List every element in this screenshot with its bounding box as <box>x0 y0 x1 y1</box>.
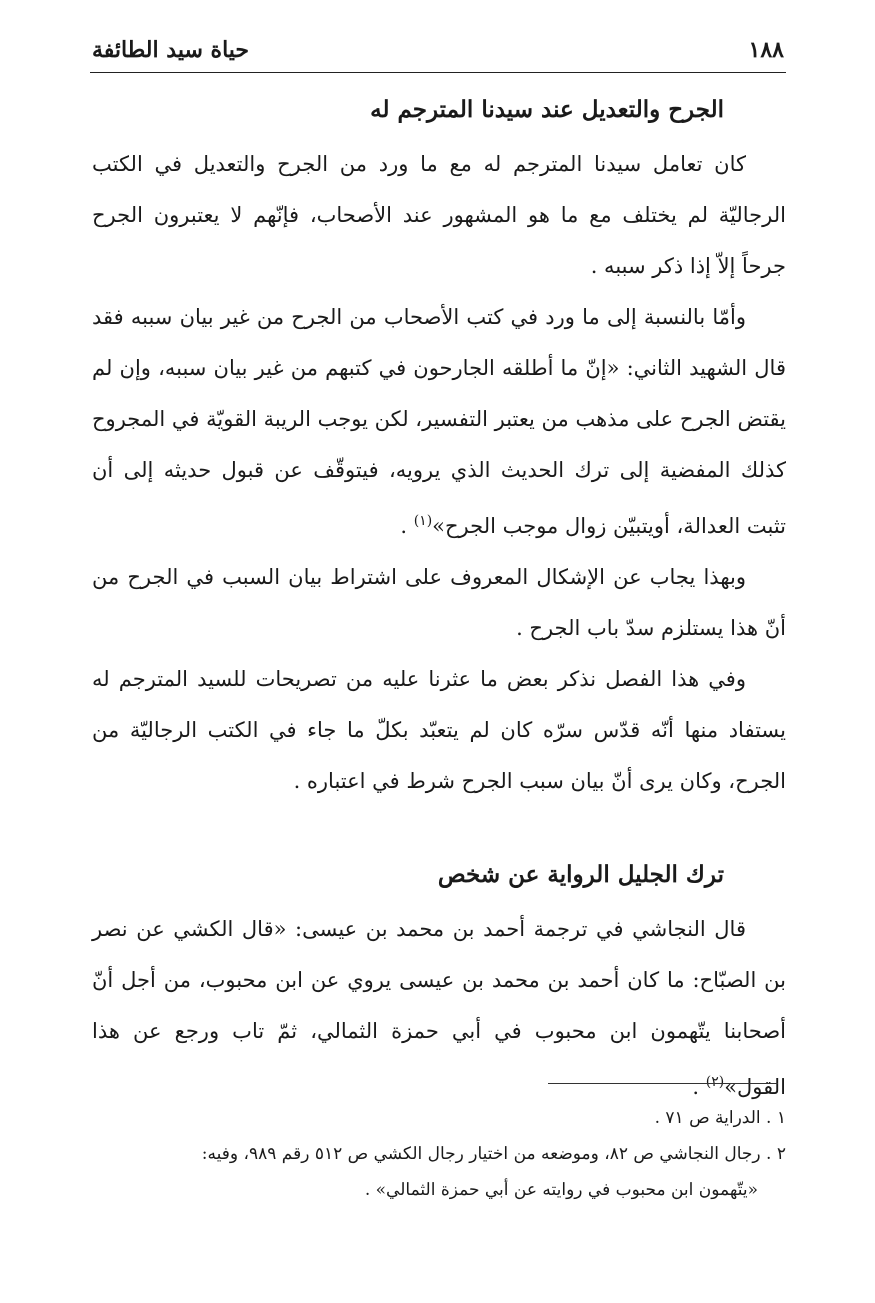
paragraph-with-footnote-ref <box>92 904 786 1113</box>
paragraph: وبهذا يجاب عن الإشكال المعروف على اشتراط بيان السبب في الجرح من أنّ هذا يستلزم سدّ باب الجرح . <box>92 564 786 640</box>
paragraph-with-footnote-ref <box>92 292 786 552</box>
page-header <box>92 30 784 70</box>
spacer <box>92 894 786 904</box>
footnote-ref-1[interactable]: (١) <box>413 512 433 529</box>
page-number: ١٨٨ <box>748 37 784 63</box>
footnote-1: ١ . الدراية ص ٧١ . <box>654 1108 786 1128</box>
paragraph-text: وأمّا بالنسبة إلى ما ورد في كتب الأصحاب من الجرح من غير بيان سببه فقد قال الشهيد الثاني: «إنّ ما أطلقه الجارحون في كتبهم من غير بيان سببه، وإن لم يقتض الجرح على مذهب من يعتبر التفسير، لكن يوجب الريبة القويّة في المجروح كذلك المفضية إلى ترك الحديث الذي يرويه، فيتوقّف عن قبول حديثه إلى أن تثبت العدالة، أويتبيّن زوال موجب الجرح» <box>92 304 786 538</box>
footnote-2: ٢ . رجال النجاشي ص ٨٢، وموضعه من اختيار رجال الكشي ص ٥١٢ رقم ٩٨٩، وفيه: <box>201 1144 786 1164</box>
paragraph-end: . <box>692 1074 706 1099</box>
running-title: حياة سيد الطائفة <box>92 37 250 63</box>
footnote-2-continued: «يتّهمون ابن محبوب في روايته عن أبي حمزة الثمالي» . <box>364 1180 758 1200</box>
section-heading-jarh-tadil: الجرح والتعديل عند سيدنا المترجم له <box>370 96 724 123</box>
section-heading-tark-riwaya: ترك الجليل الرواية عن شخص <box>437 860 724 888</box>
paragraph: وفي هذا الفصل نذكر بعض ما عثرنا عليه من تصريحات للسيد المترجم له يستفاد منها أنّه قدّس سرّه كان لم يتعبّد بكلّ ما جاء في الكتب الرجاليّة من الجرح، وكان يرى أنّ بيان سبب الجرح شرط في اعتباره . <box>92 666 786 793</box>
paragraph-text: قال النجاشي في ترجمة أحمد بن محمد بن عيسى: «قال الكشي عن نصر بن الصبّاح: ما كان أحمد بن محمد بن عيسى يروي عن ابن محبوب، من أجل أنّ أصحابنا يتّهمون ابن محبوب في أبي حمزة الثمالي، ثمّ تاب ورجع عن هذا القول» <box>92 916 786 1099</box>
paragraph: كان تعامل سيدنا المترجم له مع ما ورد من الجرح والتعديل في الكتب الرجاليّة لم يختلف مع ما هو المشهور عند الأصحاب، فإنّهم لا يعتبرون الجرح جرحاً إلاّ إذا ذكر سببه . <box>92 151 786 278</box>
main-text <box>92 92 786 1113</box>
spacer <box>92 807 786 857</box>
spacer <box>92 129 786 139</box>
footnotes <box>92 1100 786 1208</box>
footnote-divider <box>548 1083 778 1084</box>
paragraph-end: . <box>400 513 414 538</box>
footnote-ref-2[interactable]: (٢) <box>705 1073 725 1090</box>
header-divider <box>90 72 786 73</box>
